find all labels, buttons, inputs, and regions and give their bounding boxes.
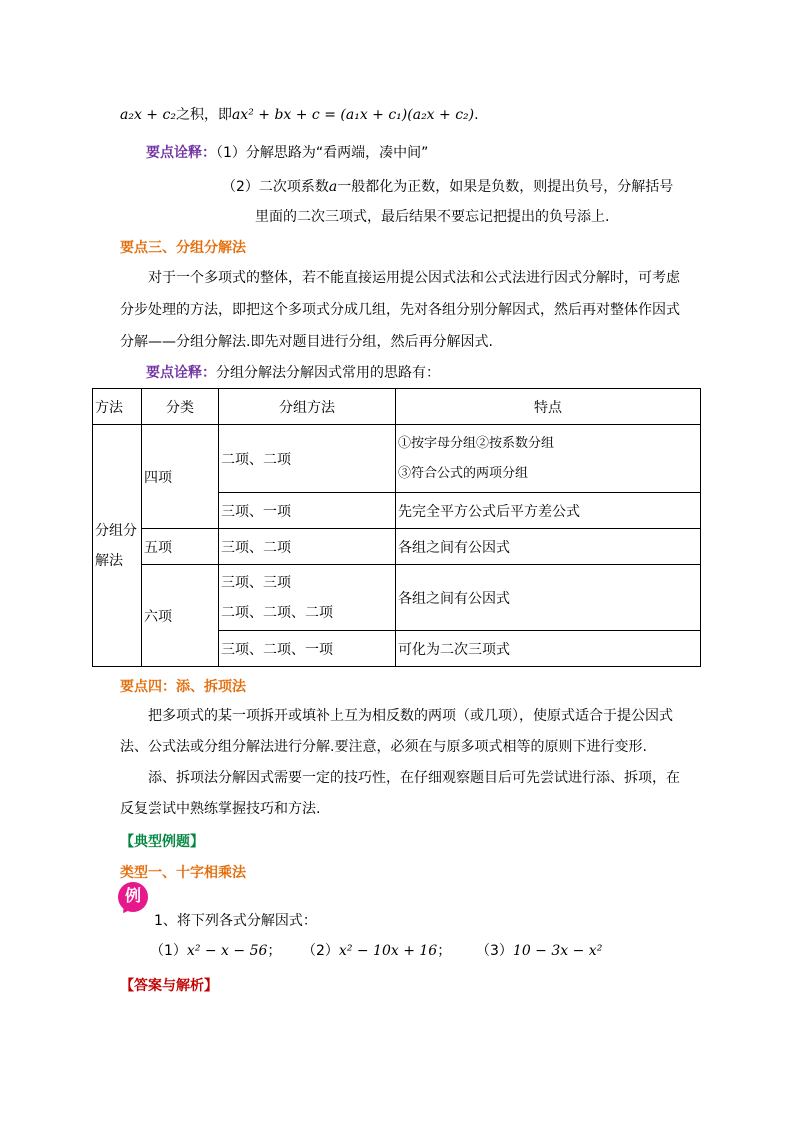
table-r3-feature: 各组之间有公因式 xyxy=(396,529,701,565)
grouping-table xyxy=(92,388,701,667)
note1-item2-var: a xyxy=(328,179,338,195)
problem2-expr: x² − 10x + 16 xyxy=(338,943,438,959)
problem1-expr: x² − x − 56 xyxy=(186,943,268,959)
table-cat-four: 四项 xyxy=(142,425,219,529)
table-r1-group: 二项、二项 xyxy=(219,425,396,493)
table-r1-feature-line2: ③符合公式的两项分组 xyxy=(398,465,529,481)
formula-text: 之积，即 xyxy=(175,107,232,123)
section3-note-label: 要点诠释： xyxy=(146,365,216,381)
table-r3-group: 三项、二项 xyxy=(219,529,396,565)
section3-para-line2: 分步处理的方法，即把这个多项式分成几组，先对各组分别分解因式，然后再对整体作因式 xyxy=(120,302,680,318)
problem2-label: （2） xyxy=(302,943,339,959)
problem1-label: （1） xyxy=(150,943,187,959)
answer-heading: 【答案与解析】 xyxy=(120,978,218,994)
type1-heading: 类型一、十字相乘法 xyxy=(120,865,246,881)
table-r2-feature: 先完全平方公式后平方差公式 xyxy=(396,493,701,529)
note1-item1: （1）分解思路为“看两端，凑中间” xyxy=(216,145,429,161)
table-cat-five: 五项 xyxy=(142,529,219,565)
note1-label: 要点诠释： xyxy=(146,145,216,161)
table-header-grouping: 分组方法 xyxy=(219,389,396,425)
table-header-method: 方法 xyxy=(93,389,142,425)
table-r4-group-line1: 三项、三项 xyxy=(221,574,291,591)
section4-p2-line2: 反复尝试中熟练掌握技巧和方法. xyxy=(120,801,321,817)
table-r4-group xyxy=(219,565,396,631)
section4-title: 要点四：添、拆项法 xyxy=(120,679,246,695)
example-badge-icon: 例 xyxy=(118,882,148,912)
question1: 1、将下列各式分解因式： xyxy=(154,913,317,929)
formula-prefix: a₂x + c₂ xyxy=(120,107,176,123)
examples-heading: 【典型例题】 xyxy=(120,834,204,850)
table-r2-group: 三项、一项 xyxy=(219,493,396,529)
note1-line2 xyxy=(222,176,673,196)
table-cat-six: 六项 xyxy=(142,565,219,667)
problem2 xyxy=(302,940,451,960)
table-method-line1: 分组分 xyxy=(95,522,137,539)
problem3-expr: 10 − 3x − x² xyxy=(512,943,603,959)
problem3 xyxy=(476,940,602,960)
top-formula-line xyxy=(120,104,479,124)
note1-line3: 里面的二次三项式，最后结果不要忘记把提出的负号添上. xyxy=(255,209,610,225)
problem1 xyxy=(150,940,281,960)
table-method-line2: 解法 xyxy=(95,552,123,569)
section4-p2-line1: 添、拆项法分解因式需要一定的技巧性，在仔细观察题目后可先尝试进行添、拆项，在 xyxy=(148,770,680,786)
formula-end: . xyxy=(474,107,479,123)
table-method-cell xyxy=(93,425,142,667)
table-header-category: 分类 xyxy=(142,389,219,425)
table-r4-feature: 各组之间有公因式 xyxy=(396,565,701,631)
problem1-sep: ； xyxy=(267,943,282,959)
section3-para-line3: 分解——分组分解法.即先对题目进行分组，然后再分解因式. xyxy=(120,334,493,350)
problem2-sep: ； xyxy=(437,943,452,959)
table-r1-feature xyxy=(396,425,701,493)
note1-line1 xyxy=(146,142,428,162)
section4-p1-line2: 法、公式法或分组分解法进行分解.要注意，必须在与原多项式相等的原则下进行变形. xyxy=(120,739,647,755)
note1-item2-b: 一般都化为正数，如果是负数，则提出负号，分解括号 xyxy=(337,179,674,195)
table-header-row xyxy=(93,389,701,425)
table-row xyxy=(93,529,701,565)
formula-equation: ax² + bx + c = (a₁x + c₁)(a₂x + c₂) xyxy=(231,107,475,123)
table-r1-feature-line1: ①按字母分组②按系数分组 xyxy=(398,435,555,451)
section3-title: 要点三、分组分解法 xyxy=(120,240,246,256)
table-r5-group: 三项、二项、一项 xyxy=(219,631,396,667)
table-r5-feature: 可化为二次三项式 xyxy=(396,631,701,667)
table-row xyxy=(93,565,701,631)
section3-note xyxy=(146,362,440,382)
table-header-feature: 特点 xyxy=(396,389,701,425)
note1-item2-a: （2）二次项系数 xyxy=(222,179,329,195)
section3-para-line1: 对于一个多项式的整体，若不能直接运用提公因式法和公式法进行因式分解时，可考虑 xyxy=(148,270,680,286)
table-r4-group-line2: 二项、二项、二项 xyxy=(221,604,333,621)
table-row xyxy=(93,425,701,493)
problem3-label: （3） xyxy=(476,943,513,959)
section3-note-text: 分组分解法分解因式常用的思路有： xyxy=(216,365,440,381)
section4-p1-line1: 把多项式的某一项拆开或填补上互为相反数的两项（或几项），使原式适合于提公因式 xyxy=(148,708,673,724)
